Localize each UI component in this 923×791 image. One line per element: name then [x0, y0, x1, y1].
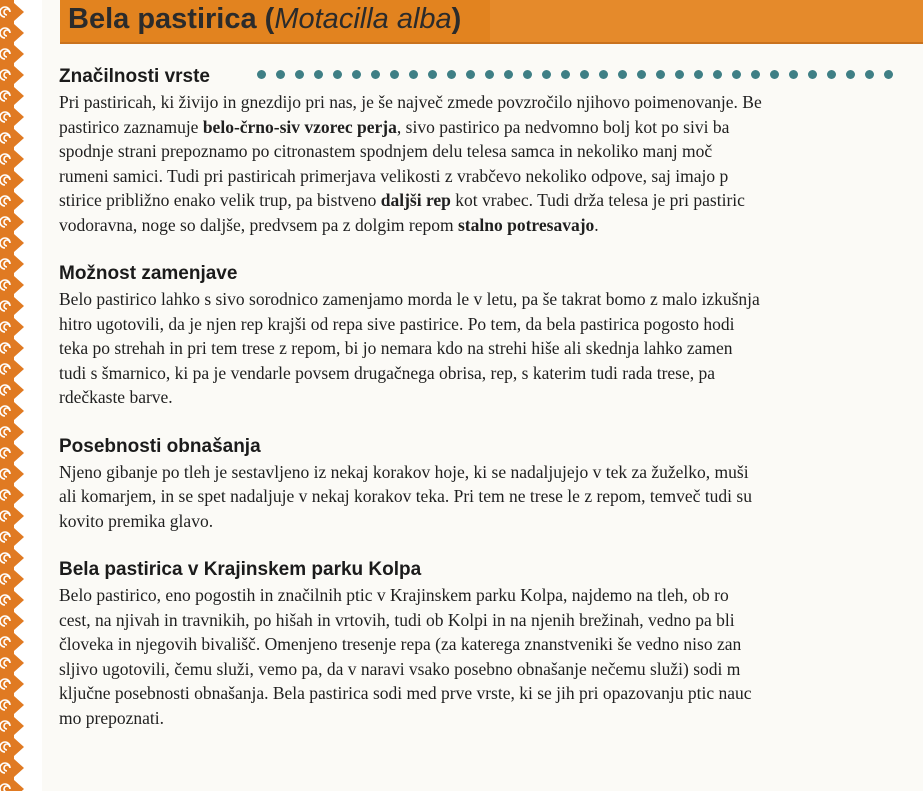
text-run: tudi s šmarnico, ki pa je vendarle povsem drugačnega obrisa, rep, s katerim tudi rada trese, pa: [59, 362, 716, 383]
divider-dot: [333, 70, 342, 79]
title-open-paren: (: [264, 3, 275, 35]
text-run: Belo pastirico lahko s sivo sorodnico zamenjamo morda le v letu, pa še takrat bomo z malo izkušnja: [59, 289, 760, 309]
text-run: kot vrabec. Tudi drža telesa je pri pastiric: [450, 190, 745, 210]
divider-dot: [447, 70, 456, 79]
emphasized-text: stalno potresavajo: [458, 214, 595, 235]
divider-dot: [466, 70, 475, 79]
text-run: Belo pastirico, eno pogostih in značilnih ptic v Krajinskem parku Kolpa, najdemo na tleh, ob ro: [59, 585, 729, 605]
divider-dot: [523, 70, 532, 79]
divider-dot: [599, 70, 608, 79]
text-run: Pri pastiricah, ki živijo in gnezdijo pri nas, je še največ zmede povzročilo njihovo poimenovanje. Be: [59, 92, 762, 112]
emphasized-text: belo-črno-siv vzorec perja: [202, 116, 397, 137]
section-heading: [59, 64, 923, 90]
text-run: teka po strehah in pri tem trese z repom, bi jo nemara kdo na strehi hiše ali skednja lahko zamen: [59, 338, 733, 358]
text-line: [59, 509, 923, 534]
text-run: pastirico zaznamuje: [59, 116, 203, 137]
section: [59, 64, 923, 237]
paragraph: [59, 287, 923, 410]
divider-dot: [314, 70, 323, 79]
text-line: [59, 608, 923, 633]
text-line: [59, 706, 923, 731]
divider-dot: [428, 70, 437, 79]
text-run: ključne posebnosti obnašanja. Bela pastirica sodi med prve vrste, ki se jih pri opazovanju ptic nauc: [59, 683, 752, 703]
divider-dot: [694, 70, 703, 79]
divider-dot: [618, 70, 627, 79]
divider-dot: [352, 70, 361, 79]
title-latin-name: Motacilla alba: [274, 3, 452, 35]
text-run: hitro ugotovili, da je njen rep krajši od repa sive pastirice. Po tem, da bela pastirica pogosto hodi: [59, 313, 735, 334]
section-heading: [59, 434, 923, 460]
divider-dot: [770, 70, 779, 79]
divider-dot: [865, 70, 874, 79]
divider-dot: [827, 70, 836, 79]
section-heading: [59, 261, 923, 287]
text-run: Njeno gibanje po tleh je sestavljeno iz nekaj korakov hoje, ki se nadaljujejo v tek za žuželko, muši: [59, 461, 749, 482]
divider-dot: [580, 70, 589, 79]
section-heading-text: Posebnosti obnašanja: [59, 435, 261, 457]
section-heading-text: Bela pastirica v Krajinskem parku Kolpa: [59, 559, 422, 580]
text-line: [59, 139, 923, 164]
divider-dot: [542, 70, 551, 79]
text-run: .: [594, 214, 599, 235]
text-line: [59, 90, 923, 115]
text-line: [59, 361, 923, 386]
text-line: [59, 312, 923, 337]
text-run: mo prepoznati.: [59, 707, 164, 728]
text-line: [59, 287, 923, 312]
text-line: [59, 484, 923, 509]
divider-dot: [561, 70, 570, 79]
text-line: [59, 336, 923, 361]
text-run: spodnje strani prepoznamo po citronastem spodnjem delu telesa samca in nekoliko manj moč: [59, 141, 713, 161]
dot-divider: [257, 70, 893, 79]
section-heading-text: Značilnosti vrste: [59, 66, 210, 87]
article-body: [59, 64, 923, 754]
text-run: sljivo ugotovili, čemu služi, vemo pa, da v naravi vsako posebno obnašanje nečemu služi) sodi m: [59, 658, 741, 679]
text-line: [59, 115, 923, 140]
divider-dot: [390, 70, 399, 79]
divider-dot: [656, 70, 665, 79]
title-close-paren: ): [451, 3, 462, 35]
text-run: človeka in njegovih bivališč. Omenjeno tresenje repa (za katerega znanstveniki še vedno niso zan: [59, 634, 742, 654]
text-line: [59, 632, 923, 657]
page-title: [68, 3, 461, 36]
text-line: [59, 460, 923, 485]
divider-dot: [295, 70, 304, 79]
section: [59, 261, 923, 410]
spiral-ornaments-icon: [0, 0, 42, 791]
text-line: [59, 385, 923, 410]
text-line: [59, 657, 923, 682]
divider-dot: [675, 70, 684, 79]
paragraph: [59, 90, 923, 237]
section-heading: [59, 557, 923, 583]
text-run: cest, na njivah in travnikih, po hišah in vrtovih, tudi ob Kolpi in na njenih brežinah, vedno pa bli: [59, 609, 735, 630]
text-run: , sivo pastirico pa nedvomno bolj kot po sivi ba: [396, 116, 730, 137]
text-run: rumeni samici. Tudi pri pastiricah primerjava velikosti z vrabčevo nekoliko odpove, saj imajo p: [59, 165, 729, 186]
divider-dot: [371, 70, 380, 79]
divider-dot: [276, 70, 285, 79]
title-main: Bela pastirica: [68, 3, 257, 35]
text-line: [59, 213, 923, 238]
divider-dot: [713, 70, 722, 79]
divider-dot: [485, 70, 494, 79]
section-heading-text: Možnost zamenjave: [59, 263, 238, 284]
divider-dot: [409, 70, 418, 79]
divider-dot: [732, 70, 741, 79]
title-bar: [60, 0, 923, 44]
divider-dot: [846, 70, 855, 79]
paragraph: [59, 583, 923, 730]
text-line: [59, 164, 923, 189]
divider-dot: [257, 70, 266, 79]
section: [59, 557, 923, 730]
divider-dot: [637, 70, 646, 79]
text-run: rdečkaste barve.: [59, 387, 173, 407]
text-line: [59, 583, 923, 608]
divider-dot: [789, 70, 798, 79]
divider-dot: [504, 70, 513, 79]
text-run: ali komarjem, in se spet nadaljuje v nekaj korakov teka. Pri tem ne trese le z repom, temveč tudi su: [59, 486, 752, 506]
divider-dot: [884, 70, 893, 79]
text-run: kovito premika glavo.: [59, 510, 214, 531]
text-line: [59, 188, 923, 213]
section: [59, 434, 923, 534]
text-line: [59, 681, 923, 706]
divider-dot: [808, 70, 817, 79]
text-run: stirice približno enako velik trup, pa bistveno: [59, 190, 381, 210]
emphasized-text: daljši rep: [380, 190, 451, 210]
paragraph: [59, 460, 923, 534]
divider-dot: [751, 70, 760, 79]
text-run: vodoravna, noge so daljše, predvsem pa z dolgim repom: [59, 214, 458, 235]
decorative-border: [0, 0, 42, 791]
